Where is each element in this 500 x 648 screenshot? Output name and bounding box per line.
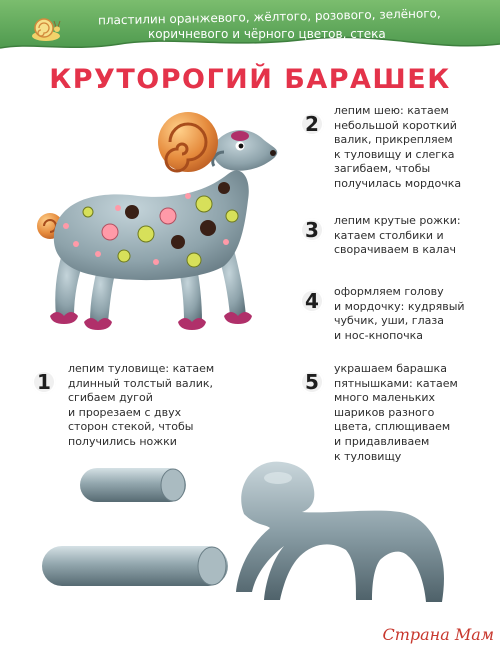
- step-1-number: 1: [32, 370, 56, 394]
- step-2-text: лепим шею: катаем небольшой короткий валик, прикрепляем к туловищу и слегка загибаем, чтобы получилась мордочка: [334, 104, 462, 190]
- ram-hooves: [50, 312, 252, 330]
- step-4-text: оформляем голову и мордочку: кудрявый чубчик, уши, глаза и нос-кнопочка: [334, 285, 465, 342]
- clay-body-shape: [236, 462, 444, 602]
- step-5-text: украшаем барашка пятнышками: катаем много маленьких шариков разного цвета, сплющиваем и придавливаем к туловищу: [334, 362, 458, 463]
- clay-roll-short: [80, 468, 186, 502]
- materials-text-2: коричневого и чёрного цветов, стека: [148, 27, 386, 41]
- step-2-number: 2: [300, 112, 324, 136]
- page-title: КРУТОРОГИЙ БАРАШЕК: [49, 64, 451, 95]
- ram-head: [212, 130, 277, 171]
- step-illustrations: [30, 452, 500, 608]
- clay-roll-long: [42, 546, 228, 586]
- materials-text-1: пластилин оранжевого, жёлтого, розового, зелёного,: [97, 6, 441, 28]
- watermark: Страна Мам: [382, 625, 494, 644]
- clay-body-highlight: [264, 472, 292, 484]
- materials-line-2: [148, 27, 386, 41]
- step-3-text: лепим крутые рожки: катаем столбики и сворачиваем в калач: [334, 214, 461, 257]
- step-5-number: 5: [300, 370, 324, 394]
- ram-horn: [158, 112, 218, 172]
- step-3-number: 3: [300, 218, 324, 242]
- ram-illustration: [28, 104, 288, 344]
- step-1-text: лепим туловище: катаем длинный толстый валик, сгибаем дугой и прорезаем с двух сторон стекой, чтобы получились ножки: [68, 362, 215, 448]
- step-4-number: 4: [300, 289, 324, 313]
